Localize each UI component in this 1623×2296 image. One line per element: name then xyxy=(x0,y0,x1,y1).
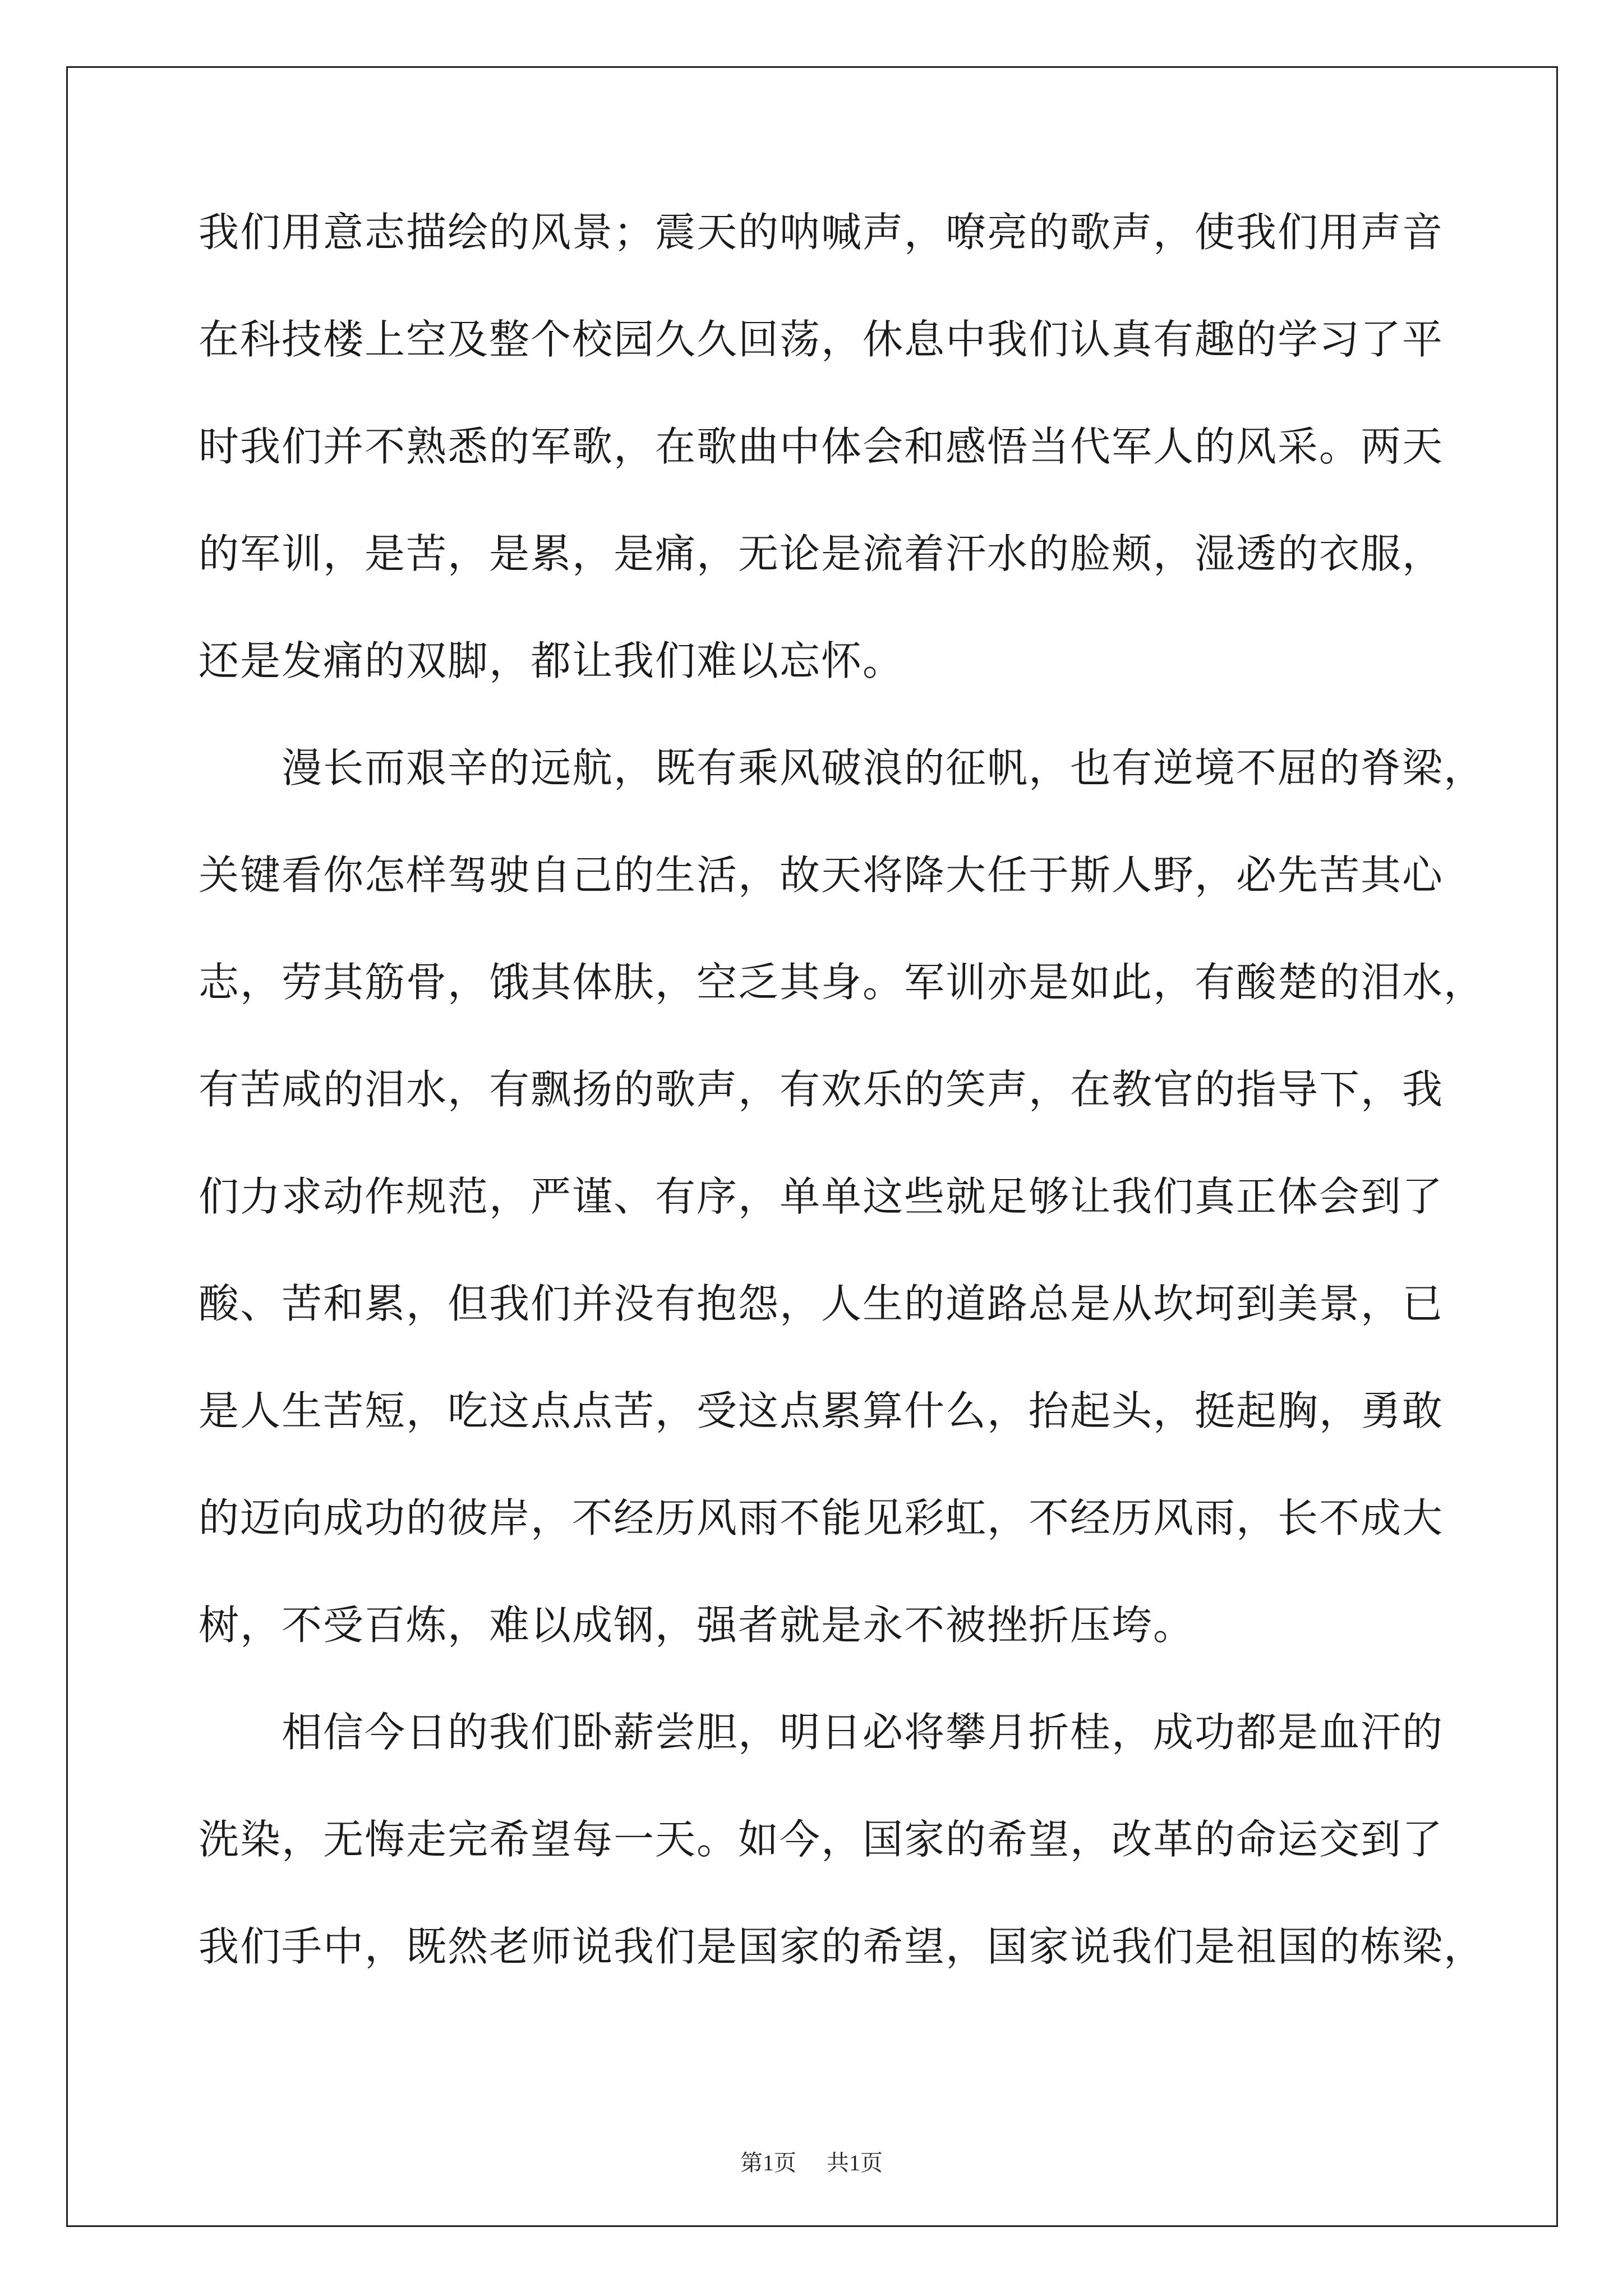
text-line: 相信今日的我们卧薪尝胆，明日必将攀月折桂，成功都是血汗的 xyxy=(282,1709,1444,1756)
text-line: 志，劳其筋骨，饿其体肤，空乏其身。军训亦是如此，有酸楚的泪水， xyxy=(199,959,1486,1006)
text-line: 洗染，无悔走完希望每一天。如今，国家的希望，改革的命运交到了 xyxy=(199,1816,1444,1863)
text-line: 漫长而艰辛的远航，既有乘风破浪的征帆，也有逆境不屈的脊梁， xyxy=(282,744,1486,792)
text-line: 是人生苦短，吃这点点苦，受这点累算什么，抬起头，挺起胸，勇敢 xyxy=(199,1387,1444,1434)
page-total: 共1页 xyxy=(827,2150,883,2175)
text-line: 我们手中，既然老师说我们是国家的希望，国家说我们是祖国的栋梁， xyxy=(199,1923,1486,1970)
text-line: 关键看你怎样驾驶自己的生活，故天将降大任于斯人野，必先苦其心 xyxy=(199,852,1444,899)
text-line: 时我们并不熟悉的军歌，在歌曲中体会和感悟当代军人的风采。两天 xyxy=(199,423,1444,470)
text-line: 的迈向成功的彼岸，不经历风雨不能见彩虹，不经历风雨，长不成大 xyxy=(199,1494,1444,1542)
text-line: 在科技楼上空及整个校园久久回荡，休息中我们认真有趣的学习了平 xyxy=(199,316,1444,363)
text-line: 我们用意志描绘的风景；震天的呐喊声，嘹亮的歌声，使我们用声音 xyxy=(199,209,1444,256)
text-line: 的军训，是苦，是累，是痛，无论是流着汗水的脸颊，湿透的衣服， xyxy=(199,530,1444,577)
text-line: 树，不受百炼，难以成钢，强者就是永不被挫折压垮。 xyxy=(199,1602,1195,1649)
text-line: 酸、苦和累，但我们并没有抱怨，人生的道路总是从坎坷到美景，已 xyxy=(199,1280,1444,1327)
document-body xyxy=(199,209,1486,2033)
page-number: 第1页 xyxy=(740,2150,796,2175)
text-line: 还是发痛的双脚，都让我们难以忘怀。 xyxy=(199,637,905,684)
text-line: 们力求动作规范，严谨、有序，单单这些就足够让我们真正体会到了 xyxy=(199,1173,1444,1220)
text-line: 有苦咸的泪水，有飘扬的歌声，有欢乐的笑声，在教官的指导下，我 xyxy=(199,1066,1444,1113)
page-footer xyxy=(0,2150,1623,2177)
